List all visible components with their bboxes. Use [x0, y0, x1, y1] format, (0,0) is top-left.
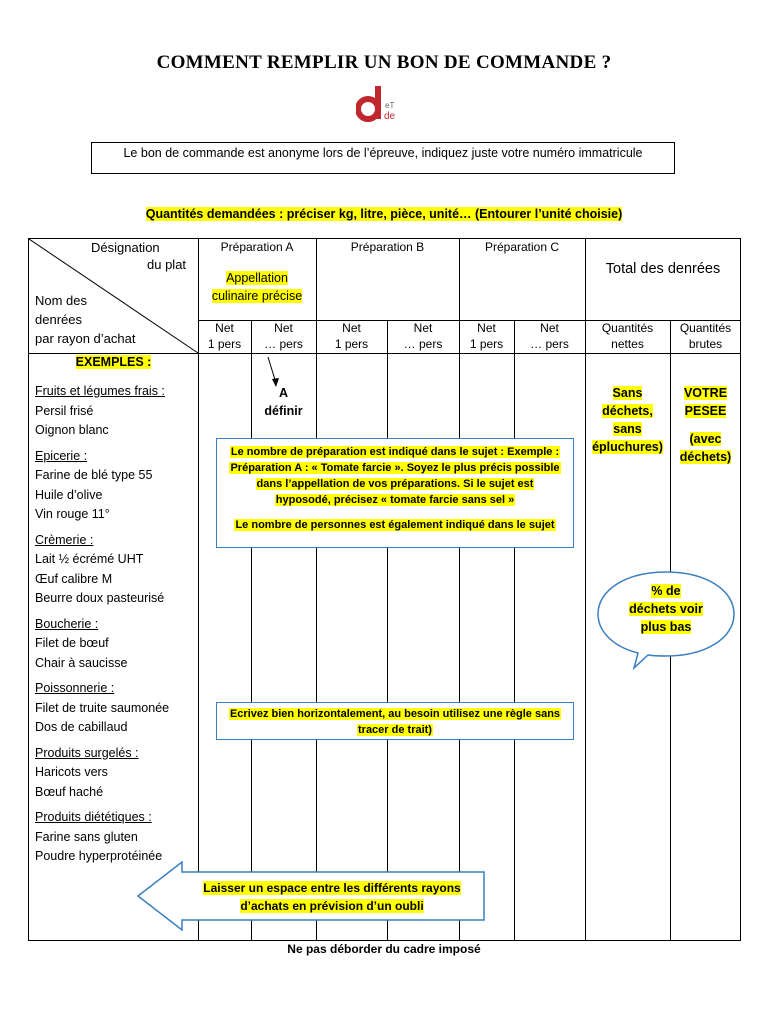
arrow-callout-text: Laisser un espace entre les différents rayons d’achats en prévision d’un oubli — [203, 881, 461, 913]
appellation-label — [198, 269, 316, 305]
callout-write: Ecrivez bien horizontalement, au besoin utilisez une règle sans tracer de trait) — [216, 702, 574, 740]
logo-small-top: eT — [385, 101, 395, 110]
col-divider — [387, 320, 388, 941]
list-item: Filet de bœuf — [35, 636, 109, 650]
sub-net-an: Net … pers — [264, 321, 303, 351]
quantities-note — [0, 207, 768, 221]
callout-preparation: Le nombre de préparation est indiqué dans le sujet : Exemple : Préparation A : « Tomate farcie ». Soyez le plus précis possible dans l’appellation de vos préparations. Si le sujet est hyposodé, précisez « tomate farcie sans sel » Le nombre de personnes est également indiqué dans le sujet — [216, 438, 574, 548]
sub-net-b1: Net 1 pers — [334, 321, 369, 351]
notice-box — [91, 142, 675, 174]
notice-text: Le bon de commande est anonyme lors de l’épreuve, indiquez juste votre numéro immatricule — [123, 146, 643, 160]
list-item: Beurre doux pasteurisé — [35, 591, 165, 605]
header-prep-b: Préparation B — [350, 240, 425, 254]
list-item: Œuf calibre M — [35, 571, 113, 586]
list-item: Farine de blé type 55 — [35, 468, 153, 482]
quantities-note-text: Quantités demandées : préciser kg, litre, pièce, unité… (Entourer l’unité choisie) — [145, 207, 623, 221]
list-item: Haricots vers — [35, 765, 108, 779]
header-designation-2: du plat — [147, 257, 187, 272]
votre-pesee-label: VOTRE PESEE (avec déchets) — [679, 386, 732, 464]
sub-net-c1: Net 1 pers — [469, 321, 504, 351]
category-list — [35, 382, 197, 867]
category-cremerie: Crèmerie : — [35, 532, 94, 547]
a-definir-label: A définir — [264, 386, 303, 418]
list-item: Lait ½ écrémé UHT — [35, 552, 144, 566]
category-epicerie: Epicerie : — [35, 448, 88, 463]
list-item: Chair à saucisse — [35, 655, 128, 670]
category-poissonnerie: Poissonnerie : — [35, 681, 115, 695]
logo-small-bottom: de — [384, 111, 396, 122]
logo — [356, 84, 412, 124]
sub-net-cn: Net … pers — [530, 321, 569, 351]
appellation-line-1: Appellation — [226, 271, 288, 285]
logo-graphic — [356, 84, 412, 124]
col-divider — [514, 320, 515, 941]
list-item: Dos de cabillaud — [35, 720, 128, 734]
header-denrees-3: par rayon d’achat — [35, 331, 136, 346]
list-item: Bœuf haché — [35, 784, 104, 799]
sub-qty-brutes: Quantités brutes — [679, 321, 732, 351]
sans-dechets-label: Sans déchets, sans épluchures) — [592, 386, 663, 454]
header-denrees-2: denrées — [35, 312, 82, 327]
header-prep-c: Préparation C — [484, 240, 560, 254]
header-denrees-1: Nom des — [35, 293, 88, 308]
examples-label: EXEMPLES : — [75, 355, 152, 369]
list-item: Oignon blanc — [35, 423, 109, 437]
appellation-line-2: culinaire précise — [211, 289, 303, 303]
list-item: Poudre hyperprotéinée — [35, 849, 163, 863]
list-item: Filet de truite saumonée — [35, 700, 170, 715]
list-item: Vin rouge 11° — [35, 507, 110, 521]
header-prep-a: Préparation A — [220, 240, 294, 254]
sub-net-bn: Net … pers — [403, 321, 443, 351]
sub-net-a1: Net 1 pers — [207, 321, 242, 351]
header-total: Total des denrées — [605, 261, 721, 277]
footer-note: Ne pas déborder du cadre imposé — [287, 942, 481, 956]
list-item: Persil frisé — [35, 403, 94, 418]
category-surgeles: Produits surgelés : — [35, 745, 139, 760]
page-title: COMMENT REMPLIR UN BON DE COMMANDE ? — [156, 52, 612, 73]
bubble-text: % de déchets voir plus bas — [629, 584, 703, 634]
list-item: Huile d’olive — [35, 487, 103, 502]
category-fruits: Fruits et légumes frais : — [35, 384, 165, 398]
category-dietetiques: Produits diététiques : — [35, 810, 152, 824]
sub-qty-nettes: Quantités nettes — [601, 321, 654, 351]
header-designation-1: Désignation — [91, 240, 160, 255]
list-item: Farine sans gluten — [35, 829, 138, 844]
category-boucherie: Boucherie : — [35, 616, 99, 631]
